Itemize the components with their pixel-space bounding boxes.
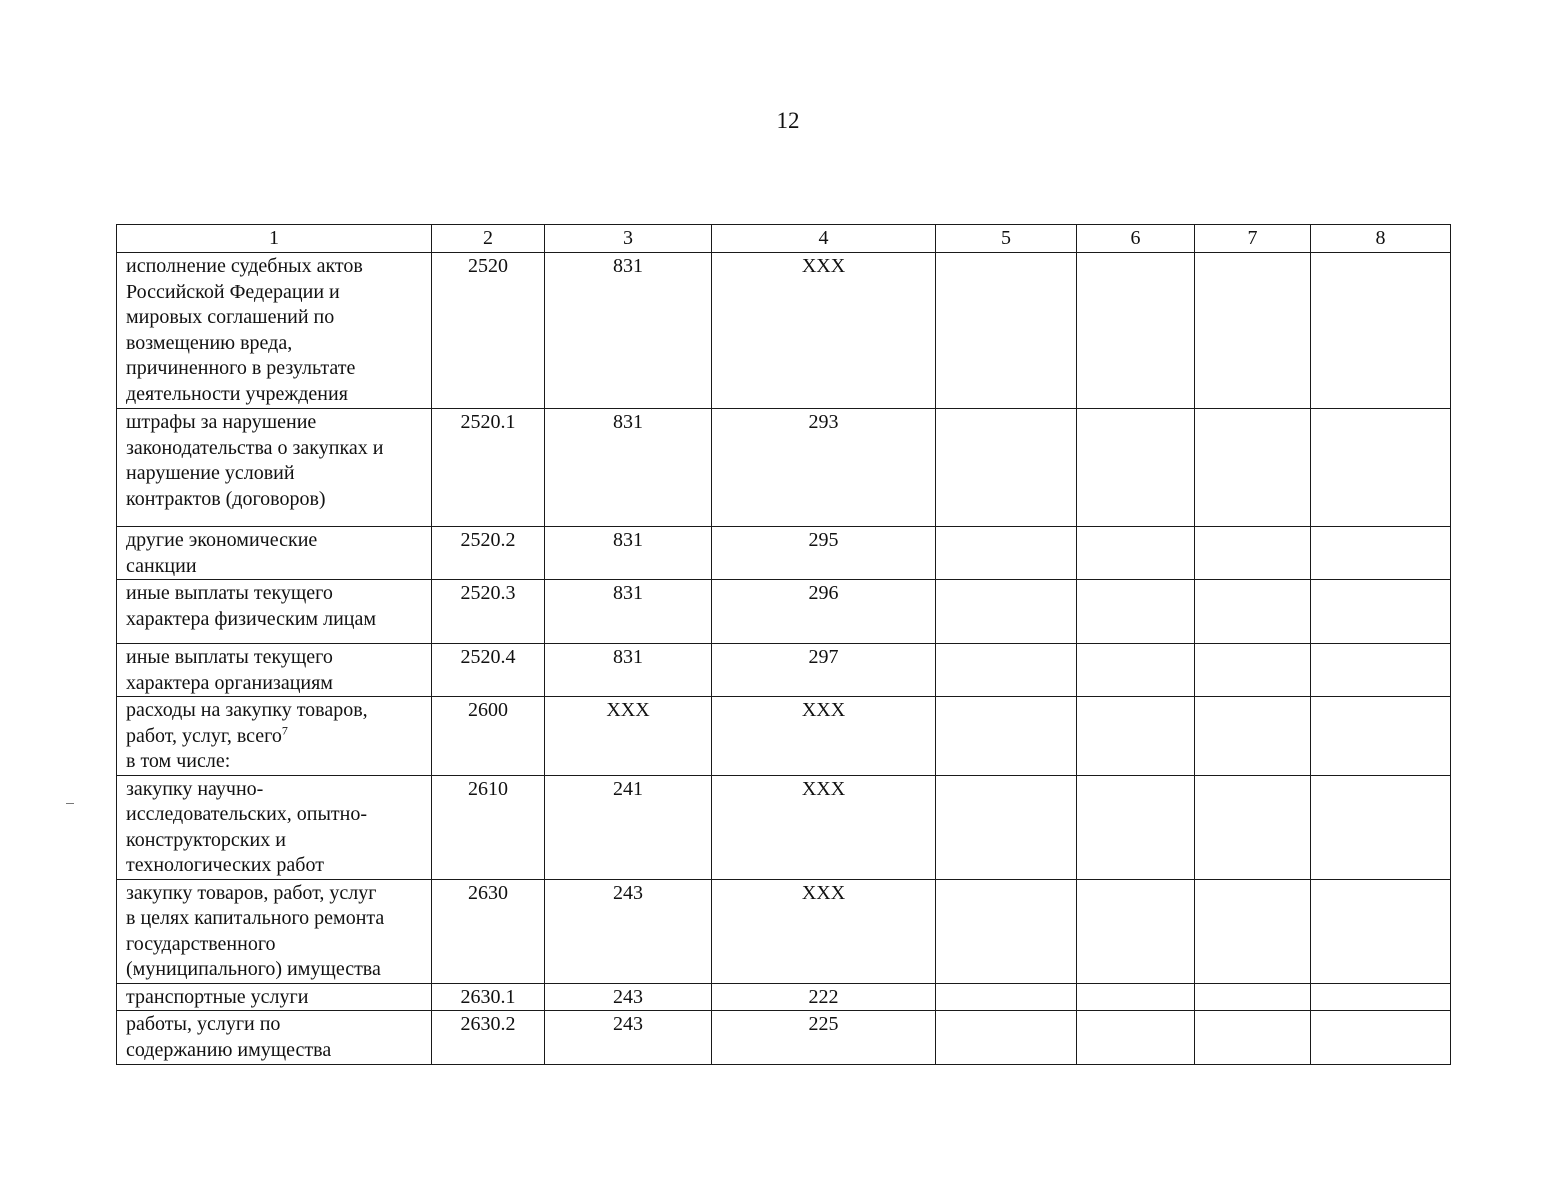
kosgu-code: ХХХ: [712, 879, 936, 983]
kvr-code: 831: [545, 644, 712, 697]
empty-cell: [1077, 879, 1195, 983]
header-cell: 4: [712, 225, 936, 253]
kvr-code: 243: [545, 879, 712, 983]
empty-cell: [1195, 879, 1311, 983]
empty-cell: [1311, 775, 1451, 879]
kvr-code: 243: [545, 1011, 712, 1065]
page-number: 12: [776, 108, 800, 133]
description-line: государственного: [126, 932, 276, 955]
empty-cell: [1311, 1011, 1451, 1065]
row-code: 2630.2: [432, 1011, 545, 1065]
header-cell: 6: [1077, 225, 1195, 253]
kosgu-code: 225: [712, 1011, 936, 1065]
row-description: [117, 697, 432, 776]
empty-cell: [936, 697, 1077, 776]
description-line: другие экономические: [126, 529, 318, 551]
description-line: характера организациям: [126, 671, 333, 694]
description-line: причиненного в результате: [126, 357, 356, 379]
kvr-code: 831: [545, 253, 712, 409]
description-line: закупку товаров, работ, услуг: [126, 881, 377, 904]
table-row: [117, 1011, 1451, 1065]
row-code: 2520: [432, 253, 545, 409]
table-header-row: [117, 225, 1451, 253]
table-row: [117, 253, 1451, 409]
empty-cell: [1311, 527, 1451, 580]
empty-cell: [1077, 775, 1195, 879]
footnote-marker: 7: [281, 722, 288, 737]
kvr-code: 831: [545, 580, 712, 644]
empty-cell: [1311, 253, 1451, 409]
empty-cell: [1077, 644, 1195, 697]
description-line: (муниципального) имущества: [126, 958, 381, 980]
empty-cell: [936, 775, 1077, 879]
empty-cell: [1195, 527, 1311, 580]
row-code: 2630.1: [432, 983, 545, 1011]
table-row: [117, 697, 1451, 776]
empty-cell: [936, 409, 1077, 527]
description-line: контрактов (договоров): [126, 487, 326, 510]
empty-cell: [1077, 983, 1195, 1011]
header-cell: 2: [432, 225, 545, 253]
description-line: исследовательских, опытно-: [126, 803, 368, 825]
kosgu-code: 293: [712, 409, 936, 527]
description-line: мировых соглашений по: [126, 306, 335, 328]
row-description: [117, 253, 432, 409]
description-line: в целях капитального ремонта: [126, 907, 385, 929]
description-line: законодательства о закупках и: [126, 436, 384, 459]
empty-cell: [1195, 580, 1311, 644]
kvr-code: ХХХ: [545, 697, 712, 776]
row-code: 2520.2: [432, 527, 545, 580]
kosgu-code: 297: [712, 644, 936, 697]
kvr-code: 241: [545, 775, 712, 879]
empty-cell: [1195, 253, 1311, 409]
description-line: конструкторских и: [126, 828, 286, 851]
description-line: технологических работ: [126, 854, 324, 876]
empty-cell: [1311, 879, 1451, 983]
empty-cell: [1077, 1011, 1195, 1065]
row-code: 2520.4: [432, 644, 545, 697]
header-cell: 5: [936, 225, 1077, 253]
kosgu-code: ХХХ: [712, 697, 936, 776]
table-row: [117, 879, 1451, 983]
empty-cell: [1311, 409, 1451, 527]
header-cell: 3: [545, 225, 712, 253]
description-text: работ, услуг, всего: [126, 724, 282, 747]
kvr-code: 831: [545, 409, 712, 527]
empty-cell: [1195, 775, 1311, 879]
row-description: [117, 527, 432, 580]
description-line: работы, услуги по: [126, 1013, 281, 1035]
description-line: исполнение судебных актов: [126, 255, 363, 277]
description-line: закупку научно-: [126, 777, 264, 800]
header-cell: 8: [1311, 225, 1451, 253]
description-line: в том числе:: [126, 750, 231, 772]
row-code: 2600: [432, 697, 545, 776]
kvr-code: 831: [545, 527, 712, 580]
empty-cell: [936, 1011, 1077, 1065]
description-line: деятельности учреждения: [126, 382, 348, 405]
kosgu-code: 222: [712, 983, 936, 1011]
description-line: санкции: [126, 554, 197, 577]
empty-cell: [1195, 644, 1311, 697]
row-code: 2520.1: [432, 409, 545, 527]
row-description: [117, 775, 432, 879]
table-row: [117, 775, 1451, 879]
description-line: штрафы за нарушение: [126, 411, 317, 433]
kvr-code: 243: [545, 983, 712, 1011]
description-line: иные выплаты текущего: [126, 646, 333, 668]
kosgu-code: ХХХ: [712, 775, 936, 879]
empty-cell: [936, 580, 1077, 644]
table-row: [117, 580, 1451, 644]
budget-table: [116, 224, 1451, 1065]
empty-cell: [1077, 253, 1195, 409]
description-line: транспортные услуги: [126, 985, 309, 1008]
empty-cell: [1195, 409, 1311, 527]
row-code: 2520.3: [432, 580, 545, 644]
empty-cell: [1077, 527, 1195, 580]
empty-cell: [1077, 409, 1195, 527]
empty-cell: [1077, 697, 1195, 776]
description-line: возмещению вреда,: [126, 331, 293, 354]
row-code: 2630: [432, 879, 545, 983]
description-line: содержанию имущества: [126, 1038, 332, 1061]
row-code: 2610: [432, 775, 545, 879]
row-description: [117, 644, 432, 697]
empty-cell: [1195, 697, 1311, 776]
description-line: Российской Федерации и: [126, 280, 340, 303]
kosgu-code: ХХХ: [712, 253, 936, 409]
empty-cell: [936, 879, 1077, 983]
description-line: [126, 724, 425, 750]
empty-cell: [1195, 983, 1311, 1011]
kosgu-code: 296: [712, 580, 936, 644]
description-line: нарушение условий: [126, 462, 295, 484]
margin-mark: [66, 803, 74, 804]
kosgu-code: 295: [712, 527, 936, 580]
row-description: [117, 983, 432, 1011]
empty-cell: [936, 527, 1077, 580]
description-line: характера физическим лицам: [126, 607, 377, 630]
row-description: [117, 409, 432, 527]
empty-cell: [1311, 697, 1451, 776]
header-cell: 1: [117, 225, 432, 253]
empty-cell: [1077, 580, 1195, 644]
table-row: [117, 644, 1451, 697]
description-line: расходы на закупку товаров,: [126, 699, 368, 721]
empty-cell: [1311, 580, 1451, 644]
empty-cell: [936, 644, 1077, 697]
table-row: [117, 527, 1451, 580]
row-description: [117, 879, 432, 983]
empty-cell: [936, 253, 1077, 409]
table-row: [117, 983, 1451, 1011]
empty-cell: [1195, 1011, 1311, 1065]
empty-cell: [1311, 983, 1451, 1011]
empty-cell: [1311, 644, 1451, 697]
description-line: иные выплаты текущего: [126, 582, 333, 604]
header-cell: 7: [1195, 225, 1311, 253]
empty-cell: [936, 983, 1077, 1011]
row-description: [117, 580, 432, 644]
row-description: [117, 1011, 432, 1065]
table-row: [117, 409, 1451, 527]
